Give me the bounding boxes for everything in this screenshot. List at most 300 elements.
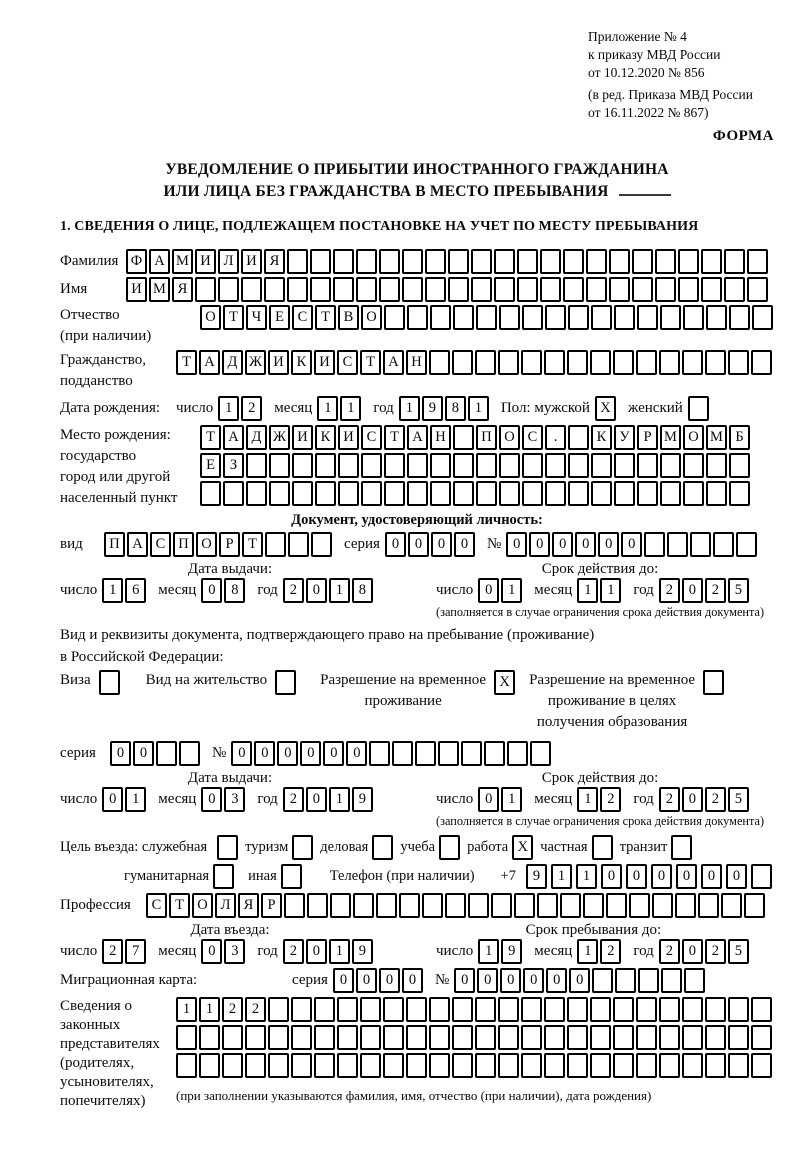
char-cell[interactable] <box>632 249 653 274</box>
char-cell[interactable] <box>660 481 681 506</box>
char-cell[interactable] <box>568 481 589 506</box>
char-cell[interactable] <box>268 1053 289 1078</box>
char-cell[interactable] <box>406 1053 427 1078</box>
char-cell[interactable] <box>521 997 542 1022</box>
char-cell[interactable] <box>241 277 262 302</box>
char-cell[interactable] <box>452 350 473 375</box>
char-cell[interactable] <box>269 453 290 478</box>
char-cell[interactable] <box>406 997 427 1022</box>
char-cell[interactable] <box>291 1025 312 1050</box>
char-cell[interactable] <box>498 350 519 375</box>
char-cell[interactable] <box>499 481 520 506</box>
char-cell[interactable] <box>475 350 496 375</box>
char-cell[interactable]: А <box>383 350 404 375</box>
char-cell[interactable]: 0 <box>231 741 252 766</box>
char-cell[interactable] <box>499 305 520 330</box>
char-cell[interactable] <box>728 1025 749 1050</box>
char-cell[interactable] <box>307 893 328 918</box>
char-cell[interactable]: 5 <box>728 578 749 603</box>
char-cell[interactable]: 2 <box>283 787 304 812</box>
char-cell[interactable] <box>415 741 436 766</box>
char-cell[interactable] <box>522 481 543 506</box>
char-cell[interactable]: 0 <box>385 532 406 557</box>
checkbox-cell[interactable] <box>281 864 302 889</box>
char-cell[interactable]: 0 <box>408 532 429 557</box>
char-cell[interactable] <box>507 741 528 766</box>
char-cell[interactable]: 0 <box>333 968 354 993</box>
char-cell[interactable]: С <box>146 893 167 918</box>
char-cell[interactable] <box>498 997 519 1022</box>
char-cell[interactable] <box>448 277 469 302</box>
char-cell[interactable]: 0 <box>379 968 400 993</box>
char-cell[interactable]: 0 <box>500 968 521 993</box>
char-cell[interactable] <box>591 481 612 506</box>
char-cell[interactable] <box>179 741 200 766</box>
char-cell[interactable]: 1 <box>501 578 522 603</box>
char-cell[interactable] <box>287 277 308 302</box>
char-cell[interactable]: 0 <box>306 787 327 812</box>
char-cell[interactable] <box>521 1025 542 1050</box>
char-cell[interactable]: 0 <box>323 741 344 766</box>
char-cell[interactable] <box>751 997 772 1022</box>
char-cell[interactable] <box>545 305 566 330</box>
char-cell[interactable] <box>430 453 451 478</box>
char-cell[interactable]: К <box>315 425 336 450</box>
char-cell[interactable] <box>315 481 336 506</box>
char-cell[interactable] <box>655 249 676 274</box>
char-cell[interactable] <box>706 453 727 478</box>
char-cell[interactable] <box>586 249 607 274</box>
char-cell[interactable] <box>476 305 497 330</box>
char-cell[interactable] <box>468 893 489 918</box>
char-cell[interactable]: 2 <box>283 939 304 964</box>
char-cell[interactable] <box>200 481 221 506</box>
char-cell[interactable]: 0 <box>529 532 550 557</box>
char-cell[interactable]: 1 <box>317 396 338 421</box>
char-cell[interactable]: Е <box>200 453 221 478</box>
char-cell[interactable] <box>563 249 584 274</box>
char-cell[interactable] <box>530 741 551 766</box>
char-cell[interactable]: 0 <box>552 532 573 557</box>
char-cell[interactable]: П <box>104 532 125 557</box>
char-cell[interactable] <box>583 893 604 918</box>
char-cell[interactable] <box>199 1025 220 1050</box>
char-cell[interactable]: 2 <box>705 787 726 812</box>
char-cell[interactable] <box>195 277 216 302</box>
char-cell[interactable] <box>218 277 239 302</box>
char-cell[interactable]: 0 <box>651 864 672 889</box>
char-cell[interactable]: Р <box>261 893 282 918</box>
char-cell[interactable] <box>713 532 734 557</box>
char-cell[interactable]: 0 <box>277 741 298 766</box>
char-cell[interactable]: 0 <box>356 968 377 993</box>
char-cell[interactable] <box>590 997 611 1022</box>
char-cell[interactable]: 1 <box>125 787 146 812</box>
char-cell[interactable] <box>568 453 589 478</box>
char-cell[interactable] <box>376 893 397 918</box>
char-cell[interactable] <box>751 864 772 889</box>
char-cell[interactable] <box>429 350 450 375</box>
char-cell[interactable] <box>667 532 688 557</box>
char-cell[interactable]: 5 <box>728 939 749 964</box>
char-cell[interactable]: Б <box>729 425 750 450</box>
char-cell[interactable] <box>637 453 658 478</box>
char-cell[interactable] <box>330 893 351 918</box>
char-cell[interactable] <box>399 893 420 918</box>
char-cell[interactable] <box>613 350 634 375</box>
char-cell[interactable]: И <box>314 350 335 375</box>
char-cell[interactable] <box>591 305 612 330</box>
char-cell[interactable]: З <box>223 453 244 478</box>
char-cell[interactable] <box>636 1053 657 1078</box>
char-cell[interactable] <box>494 249 515 274</box>
char-cell[interactable]: 0 <box>626 864 647 889</box>
char-cell[interactable] <box>706 481 727 506</box>
char-cell[interactable]: О <box>192 893 213 918</box>
char-cell[interactable]: 1 <box>218 396 239 421</box>
char-cell[interactable] <box>379 277 400 302</box>
char-cell[interactable] <box>452 1025 473 1050</box>
checkbox-cell[interactable] <box>703 670 724 695</box>
char-cell[interactable]: 9 <box>352 787 373 812</box>
char-cell[interactable] <box>606 893 627 918</box>
char-cell[interactable] <box>361 453 382 478</box>
char-cell[interactable] <box>637 481 658 506</box>
char-cell[interactable] <box>384 481 405 506</box>
char-cell[interactable]: А <box>149 249 170 274</box>
char-cell[interactable] <box>222 1053 243 1078</box>
char-cell[interactable] <box>613 1053 634 1078</box>
char-cell[interactable]: 0 <box>402 968 423 993</box>
char-cell[interactable] <box>706 305 727 330</box>
char-cell[interactable]: 1 <box>551 864 572 889</box>
checkbox-cell[interactable] <box>275 670 296 695</box>
char-cell[interactable]: 2 <box>102 939 123 964</box>
char-cell[interactable] <box>609 277 630 302</box>
checkbox-cell[interactable] <box>372 835 393 860</box>
char-cell[interactable] <box>461 741 482 766</box>
char-cell[interactable] <box>592 968 613 993</box>
char-cell[interactable] <box>636 997 657 1022</box>
char-cell[interactable] <box>245 1053 266 1078</box>
char-cell[interactable]: С <box>337 350 358 375</box>
char-cell[interactable]: 1 <box>329 939 350 964</box>
char-cell[interactable] <box>614 305 635 330</box>
char-cell[interactable]: 3 <box>224 939 245 964</box>
char-cell[interactable]: 8 <box>445 396 466 421</box>
char-cell[interactable] <box>475 997 496 1022</box>
char-cell[interactable] <box>590 1053 611 1078</box>
char-cell[interactable] <box>448 249 469 274</box>
char-cell[interactable] <box>429 997 450 1022</box>
char-cell[interactable]: Р <box>637 425 658 450</box>
char-cell[interactable]: М <box>172 249 193 274</box>
char-cell[interactable]: О <box>361 305 382 330</box>
char-cell[interactable]: 8 <box>352 578 373 603</box>
char-cell[interactable]: Л <box>218 249 239 274</box>
char-cell[interactable] <box>491 893 512 918</box>
char-cell[interactable] <box>429 1053 450 1078</box>
char-cell[interactable] <box>360 997 381 1022</box>
char-cell[interactable]: 0 <box>523 968 544 993</box>
char-cell[interactable] <box>661 968 682 993</box>
char-cell[interactable]: 1 <box>478 939 499 964</box>
char-cell[interactable]: 0 <box>682 578 703 603</box>
char-cell[interactable] <box>545 481 566 506</box>
char-cell[interactable] <box>522 305 543 330</box>
char-cell[interactable]: 0 <box>346 741 367 766</box>
char-cell[interactable] <box>314 1025 335 1050</box>
char-cell[interactable]: 1 <box>329 578 350 603</box>
char-cell[interactable] <box>498 1025 519 1050</box>
char-cell[interactable] <box>517 277 538 302</box>
char-cell[interactable]: 1 <box>399 396 420 421</box>
char-cell[interactable]: 0 <box>701 864 722 889</box>
char-cell[interactable] <box>288 532 309 557</box>
char-cell[interactable]: 0 <box>201 787 222 812</box>
char-cell[interactable] <box>310 249 331 274</box>
char-cell[interactable] <box>609 249 630 274</box>
char-cell[interactable]: 0 <box>201 939 222 964</box>
char-cell[interactable]: О <box>200 305 221 330</box>
char-cell[interactable] <box>684 968 705 993</box>
char-cell[interactable] <box>705 1025 726 1050</box>
char-cell[interactable] <box>269 481 290 506</box>
char-cell[interactable]: А <box>199 350 220 375</box>
char-cell[interactable] <box>268 1025 289 1050</box>
char-cell[interactable]: О <box>196 532 217 557</box>
char-cell[interactable] <box>682 997 703 1022</box>
char-cell[interactable]: Т <box>242 532 263 557</box>
char-cell[interactable] <box>384 305 405 330</box>
char-cell[interactable] <box>637 305 658 330</box>
char-cell[interactable]: О <box>499 425 520 450</box>
char-cell[interactable] <box>545 453 566 478</box>
char-cell[interactable] <box>284 893 305 918</box>
char-cell[interactable] <box>499 453 520 478</box>
char-cell[interactable]: 0 <box>454 532 475 557</box>
char-cell[interactable] <box>751 350 772 375</box>
char-cell[interactable] <box>728 350 749 375</box>
char-cell[interactable]: 0 <box>621 532 642 557</box>
char-cell[interactable] <box>471 249 492 274</box>
char-cell[interactable] <box>567 1025 588 1050</box>
char-cell[interactable]: 0 <box>598 532 619 557</box>
char-cell[interactable] <box>590 350 611 375</box>
char-cell[interactable] <box>356 277 377 302</box>
char-cell[interactable]: И <box>241 249 262 274</box>
char-cell[interactable] <box>659 1053 680 1078</box>
char-cell[interactable] <box>659 350 680 375</box>
char-cell[interactable] <box>453 453 474 478</box>
char-cell[interactable] <box>246 453 267 478</box>
char-cell[interactable] <box>744 893 765 918</box>
char-cell[interactable]: 2 <box>222 997 243 1022</box>
char-cell[interactable] <box>678 249 699 274</box>
char-cell[interactable] <box>701 277 722 302</box>
char-cell[interactable]: 1 <box>176 997 197 1022</box>
char-cell[interactable] <box>567 1053 588 1078</box>
char-cell[interactable] <box>632 277 653 302</box>
char-cell[interactable]: 1 <box>468 396 489 421</box>
char-cell[interactable]: 1 <box>329 787 350 812</box>
char-cell[interactable] <box>406 1025 427 1050</box>
char-cell[interactable] <box>705 1053 726 1078</box>
char-cell[interactable] <box>514 893 535 918</box>
char-cell[interactable] <box>156 741 177 766</box>
char-cell[interactable]: Н <box>430 425 451 450</box>
char-cell[interactable] <box>660 453 681 478</box>
char-cell[interactable]: 1 <box>577 939 598 964</box>
char-cell[interactable] <box>729 305 750 330</box>
char-cell[interactable] <box>429 1025 450 1050</box>
char-cell[interactable]: С <box>522 425 543 450</box>
char-cell[interactable] <box>498 1053 519 1078</box>
char-cell[interactable]: И <box>268 350 289 375</box>
char-cell[interactable]: 1 <box>501 787 522 812</box>
char-cell[interactable] <box>425 249 446 274</box>
char-cell[interactable] <box>360 1053 381 1078</box>
char-cell[interactable]: К <box>291 350 312 375</box>
char-cell[interactable]: А <box>407 425 428 450</box>
char-cell[interactable] <box>728 997 749 1022</box>
char-cell[interactable]: Я <box>238 893 259 918</box>
char-cell[interactable]: 2 <box>600 939 621 964</box>
char-cell[interactable]: 2 <box>283 578 304 603</box>
char-cell[interactable]: 0 <box>506 532 527 557</box>
char-cell[interactable] <box>659 1025 680 1050</box>
checkbox-cell[interactable] <box>217 835 238 860</box>
char-cell[interactable]: М <box>660 425 681 450</box>
char-cell[interactable]: 0 <box>575 532 596 557</box>
char-cell[interactable] <box>724 249 745 274</box>
char-cell[interactable] <box>425 277 446 302</box>
char-cell[interactable]: У <box>614 425 635 450</box>
char-cell[interactable] <box>315 453 336 478</box>
char-cell[interactable] <box>476 481 497 506</box>
char-cell[interactable] <box>636 350 657 375</box>
checkbox-cell[interactable] <box>439 835 460 860</box>
char-cell[interactable] <box>698 893 719 918</box>
char-cell[interactable] <box>615 968 636 993</box>
char-cell[interactable] <box>683 305 704 330</box>
char-cell[interactable] <box>568 425 589 450</box>
char-cell[interactable] <box>682 1053 703 1078</box>
char-cell[interactable] <box>682 1025 703 1050</box>
char-cell[interactable]: 1 <box>102 578 123 603</box>
char-cell[interactable] <box>264 277 285 302</box>
char-cell[interactable]: 0 <box>682 787 703 812</box>
char-cell[interactable] <box>675 893 696 918</box>
char-cell[interactable]: 9 <box>422 396 443 421</box>
char-cell[interactable]: 9 <box>526 864 547 889</box>
char-cell[interactable]: 2 <box>659 578 680 603</box>
char-cell[interactable]: 2 <box>659 939 680 964</box>
char-cell[interactable] <box>452 1053 473 1078</box>
char-cell[interactable]: 0 <box>300 741 321 766</box>
char-cell[interactable] <box>736 532 757 557</box>
char-cell[interactable] <box>453 481 474 506</box>
char-cell[interactable] <box>445 893 466 918</box>
char-cell[interactable]: 7 <box>125 939 146 964</box>
char-cell[interactable]: О <box>683 425 704 450</box>
char-cell[interactable] <box>613 997 634 1022</box>
char-cell[interactable] <box>544 1053 565 1078</box>
char-cell[interactable]: И <box>292 425 313 450</box>
char-cell[interactable]: Т <box>223 305 244 330</box>
char-cell[interactable] <box>614 481 635 506</box>
char-cell[interactable] <box>360 1025 381 1050</box>
char-cell[interactable]: Т <box>169 893 190 918</box>
char-cell[interactable] <box>521 350 542 375</box>
char-cell[interactable]: С <box>292 305 313 330</box>
char-cell[interactable] <box>644 532 665 557</box>
char-cell[interactable]: 0 <box>682 939 703 964</box>
char-cell[interactable]: 0 <box>431 532 452 557</box>
char-cell[interactable]: М <box>149 277 170 302</box>
char-cell[interactable]: Т <box>360 350 381 375</box>
char-cell[interactable]: 0 <box>201 578 222 603</box>
char-cell[interactable]: 6 <box>125 578 146 603</box>
char-cell[interactable] <box>721 893 742 918</box>
char-cell[interactable] <box>438 741 459 766</box>
char-cell[interactable]: 0 <box>478 787 499 812</box>
char-cell[interactable] <box>311 532 332 557</box>
char-cell[interactable] <box>402 277 423 302</box>
char-cell[interactable] <box>392 741 413 766</box>
char-cell[interactable] <box>683 453 704 478</box>
char-cell[interactable]: Т <box>200 425 221 450</box>
char-cell[interactable] <box>246 481 267 506</box>
checkbox-cell[interactable] <box>99 670 120 695</box>
char-cell[interactable] <box>453 425 474 450</box>
char-cell[interactable] <box>590 1025 611 1050</box>
char-cell[interactable] <box>629 893 650 918</box>
char-cell[interactable] <box>544 350 565 375</box>
char-cell[interactable]: 1 <box>600 578 621 603</box>
char-cell[interactable] <box>591 453 612 478</box>
char-cell[interactable] <box>544 1025 565 1050</box>
char-cell[interactable]: А <box>223 425 244 450</box>
char-cell[interactable] <box>522 453 543 478</box>
char-cell[interactable] <box>314 997 335 1022</box>
char-cell[interactable] <box>563 277 584 302</box>
char-cell[interactable] <box>430 305 451 330</box>
char-cell[interactable]: В <box>338 305 359 330</box>
char-cell[interactable] <box>705 997 726 1022</box>
char-cell[interactable] <box>751 1053 772 1078</box>
char-cell[interactable] <box>337 1025 358 1050</box>
char-cell[interactable] <box>729 481 750 506</box>
char-cell[interactable]: 8 <box>224 578 245 603</box>
char-cell[interactable] <box>452 997 473 1022</box>
char-cell[interactable]: Т <box>384 425 405 450</box>
char-cell[interactable] <box>568 305 589 330</box>
char-cell[interactable]: 0 <box>726 864 747 889</box>
char-cell[interactable] <box>484 741 505 766</box>
char-cell[interactable] <box>176 1053 197 1078</box>
char-cell[interactable]: Ф <box>126 249 147 274</box>
char-cell[interactable] <box>652 893 673 918</box>
char-cell[interactable] <box>728 1053 749 1078</box>
char-cell[interactable] <box>683 481 704 506</box>
char-cell[interactable]: 0 <box>254 741 275 766</box>
checkbox-cell[interactable]: X <box>494 670 515 695</box>
char-cell[interactable] <box>361 481 382 506</box>
char-cell[interactable]: 9 <box>501 939 522 964</box>
char-cell[interactable] <box>383 997 404 1022</box>
char-cell[interactable]: Л <box>215 893 236 918</box>
